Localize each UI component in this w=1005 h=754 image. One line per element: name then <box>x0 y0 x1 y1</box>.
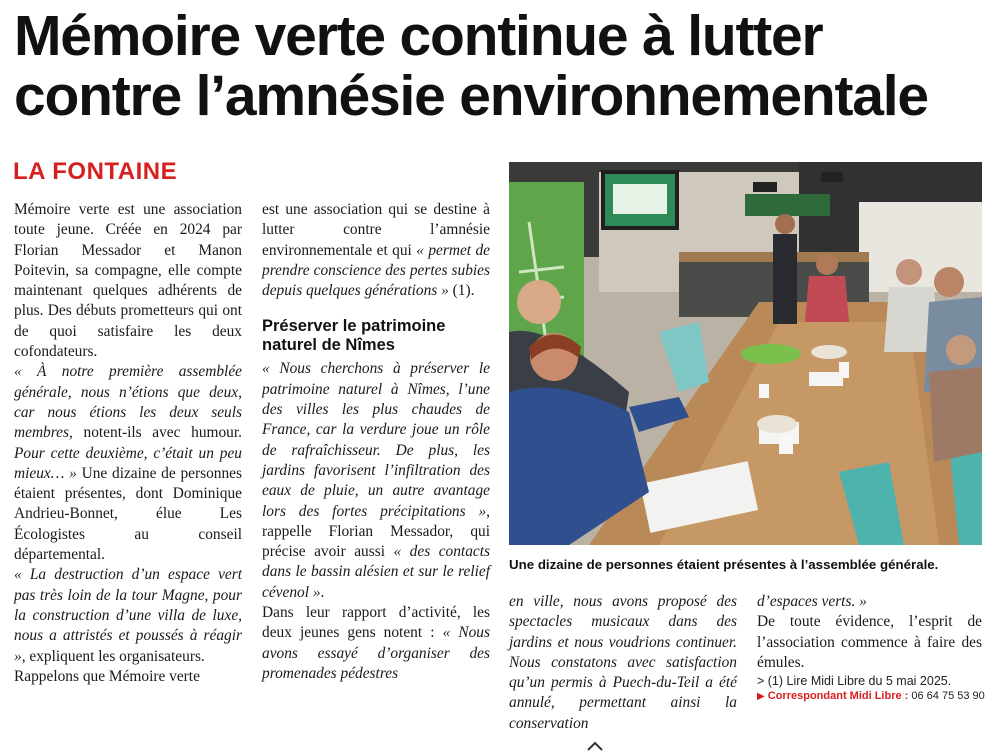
quote: d’espaces verts. » <box>757 593 867 610</box>
paragraph <box>509 592 737 734</box>
paragraph: est une association qui se destine à lutter contre l’amnésie environnementale et qui « permet de prendre conscience des pertes subies depuis quelques générations » (1). <box>262 201 490 300</box>
article-headline <box>14 6 999 126</box>
location-kicker: LA FONTAINE <box>13 158 178 185</box>
paragraph: Dans leur rapport d’activité, les deux jeunes gens notent : « Nous avons essayé d’organiser des promenades pédestres <box>262 604 490 682</box>
quote: « permet de prendre conscience des pertes subies depuis quelques générations » <box>262 241 490 300</box>
correspondent-credit <box>757 689 985 704</box>
article-column-1 <box>14 200 242 687</box>
paragraph: Rappelons que Mémoire verte <box>14 667 200 685</box>
quote: « Nous cherchons à préserver le patrimoine naturel à Nîmes, l’une des villes les plus chaudes de France, car la verdure joue un rôle de rafraîchisseur. De plus, les jardins favorisent l’infiltration des eaux de pluie, un autre avantage lors des fortes précipitations » <box>262 360 490 520</box>
correspondent-role: Correspondant Midi Libre : <box>767 690 909 703</box>
quote: « des contacts dans le bassin alésien et sur le relief cévenol » <box>262 543 490 601</box>
chevron-up-icon[interactable] <box>586 740 604 752</box>
meeting-photo-illustration <box>509 162 982 545</box>
correspondent-phone: 06 64 75 53 90 <box>908 690 985 703</box>
article-column-4 <box>757 592 985 704</box>
paragraph <box>757 592 982 612</box>
article-column-2 <box>262 200 490 684</box>
paragraph: De toute évidence, l’esprit de l’association commence à faire des émules. <box>757 613 982 671</box>
paragraph: « À notre première assemblée générale, nous n’étions que deux, car nous étions les deux seuls membres, notent-ils avec humour. Pour cette deuxième, c’était un peu mieux… » Une dizaine de personnes étaient présentes, dont Dominique Andrieu-Bonnet, élue Les Écologistes au conseil départemental. <box>14 363 242 564</box>
headline-line-1: Mémoire verte continue à lutter <box>14 4 823 68</box>
footnote: > (1) Lire Midi Libre du 5 mai 2025. <box>757 674 952 689</box>
triangle-marker-icon: ▶ <box>757 691 765 703</box>
paragraph: Mémoire verte est une association toute jeune. Créée en 2024 par Florian Messador et Manon Poitevin, sa compagne, elle compte maintenant quelques adhérents de plus. Des débuts prometteurs qui ont de quoi satisfaire les deux cofondateurs. <box>14 201 242 361</box>
headline-line-2: contre l’amnésie environnementale <box>14 64 928 128</box>
quote: « La destruction d’un espace vert pas très loin de la tour Magne, pour la construction d’une villa de luxe, nous a attristés et poussés à réagir » <box>14 566 242 665</box>
paragraph: « Nous cherchons à préserver le patrimoine naturel à Nîmes, l’une des villes les plus chaudes de France, car la verdure joue un rôle de rafraîchisseur. De plus, les jardins favorisent l’infiltration des eaux de pluie, un autre avantage lors des fortes précipitations », rappelle Florian Messador, qui précise avoir aussi « des contacts dans le bassin alésien et sur le relief cévenol ». <box>262 360 490 601</box>
quote: « À notre première assemblée générale, nous n’étions que deux, car nous étions les deux seuls membres <box>14 363 242 442</box>
quote: Pour cette deuxième, c’était un peu mieux… » <box>14 444 242 482</box>
article-photo <box>509 162 982 545</box>
quote: « Nous avons essayé d’organiser des promenades pédestres <box>262 624 490 682</box>
quote: en ville, nous avons proposé des spectacles musicaux dans des jardins et nous voudrions continuer. Nous constatons avec satisfaction qu’un permis à Puech-du-Teil a été annulé, permettant ainsi la conservation <box>509 593 737 732</box>
photo-caption: Une dizaine de personnes étaient présentes à l’assemblée générale. <box>509 557 939 572</box>
paragraph: « La destruction d’un espace vert pas très loin de la tour Magne, pour la construction d’une villa de luxe, nous a attristés et poussés à réagir », expliquent les organisateurs. <box>14 566 242 665</box>
article-column-3 <box>509 592 737 734</box>
section-subhead: Préserver le patrimoine naturel de Nîmes <box>262 317 446 355</box>
